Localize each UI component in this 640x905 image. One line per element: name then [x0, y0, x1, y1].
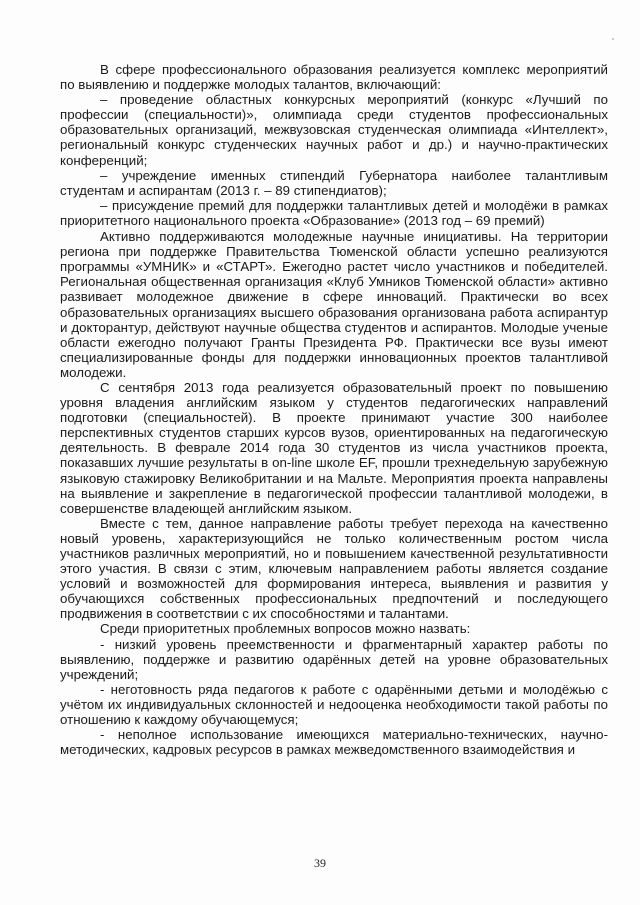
list-item-competitions: – проведение областных конкурсных мероприятий (конкурс «Лучший по профессии (специальности)», олимпиада среди студентов профессиональных образовательных организаций, межвузовская студенческая олимпиада «Интеллект», региональный конкурс студенческих научных работ и др.) и научно-практических конференций; [60, 92, 608, 168]
scan-speck [612, 38, 614, 40]
problem-item-resources: - неполное использование имеющихся материально-технических, научно-методических, кадровых ресурсов в рамках межведомственного взаимодействия и [60, 727, 608, 758]
paragraph-english-project: С сентября 2013 года реализуется образовательный проект по повышению уровня владения английским языком у студентов педагогических направлений подготовки (специальностей). В проекте принимают участие 300 наиболее перспективных студентов старших курсов вузов, ориентированных на педагогическую деятельность. В феврале 2014 года 30 студентов из числа участников проекта, показавших лучшие результаты в on-line школе EF, прошли трехнедельную зарубежную языковую стажировку Великобритании и на Мальте. Мероприятия проекта направлены на выявление и закрепление в педагогической профессии талантливой молодежи, в совершенстве владеющей английским языком. [60, 379, 608, 516]
list-item-scholarships: – учреждение именных стипендий Губернатора наиболее талантливым студентам и аспирантам (2013 г. – 89 стипендиатов); [60, 167, 608, 198]
body-text [60, 62, 608, 757]
paragraph-new-level: Вместе с тем, данное направление работы требует перехода на качественно новый уровень, характеризующийся не только количественным ростом числа участников различных мероприятий, но и повышением качественной результативности этого участия. В связи с этим, ключевым направлением работы является создание условий и возможностей для формирования интереса, выявления и развития у обучающихся собственных профессиональных предпочтений и последующего продвижения в соответствии с их способностями и талантами. [60, 515, 608, 622]
problem-item-teachers: - неготовность ряда педагогов к работе с одарёнными детьми и молодёжью с учётом их индивидуальных склонностей и недооценка необходимости такой работы по отношению к каждому обучающемуся; [60, 681, 608, 728]
paragraph-youth-science: Активно поддерживаются молодежные научные инициативы. На территории региона при поддержке Правительства Тюменской области успешно реализуются программы «УМНИК» и «СТАРТ». Ежегодно растет число участников и победителей. Региональная общественная организация «Клуб Умников Тюменской области» активно развивает молодежное движение в сфере инноваций. Практически во всех образовательных организациях высшего образования организована работа аспирантур и докторантур, действуют научные общества студентов и аспирантов. Молодые ученые области ежегодно получают Гранты Президента РФ. Практически все вузы имеют специализированные фонды для поддержки инновационных проектов талантливой молодежи. [60, 229, 608, 380]
paragraph-intro: В сфере профессионального образования реализуется комплекс мероприятий по выявлению и поддержке молодых талантов, включающий: [60, 62, 608, 93]
list-item-awards: – присуждение премий для поддержки талантливых детей и молодёжи в рамках приоритетного национального проекта «Образование» (2013 год – 69 премий) [60, 197, 608, 228]
problem-item-continuity: - низкий уровень преемственности и фрагментарный характер работы по выявлению, поддержке и развитию одарённых детей на уровне образовательных учреждений; [60, 636, 608, 682]
page-number: 39 [314, 856, 326, 870]
paragraph-problems-intro: Среди приоритетных проблемных вопросов можно назвать: [100, 621, 471, 637]
